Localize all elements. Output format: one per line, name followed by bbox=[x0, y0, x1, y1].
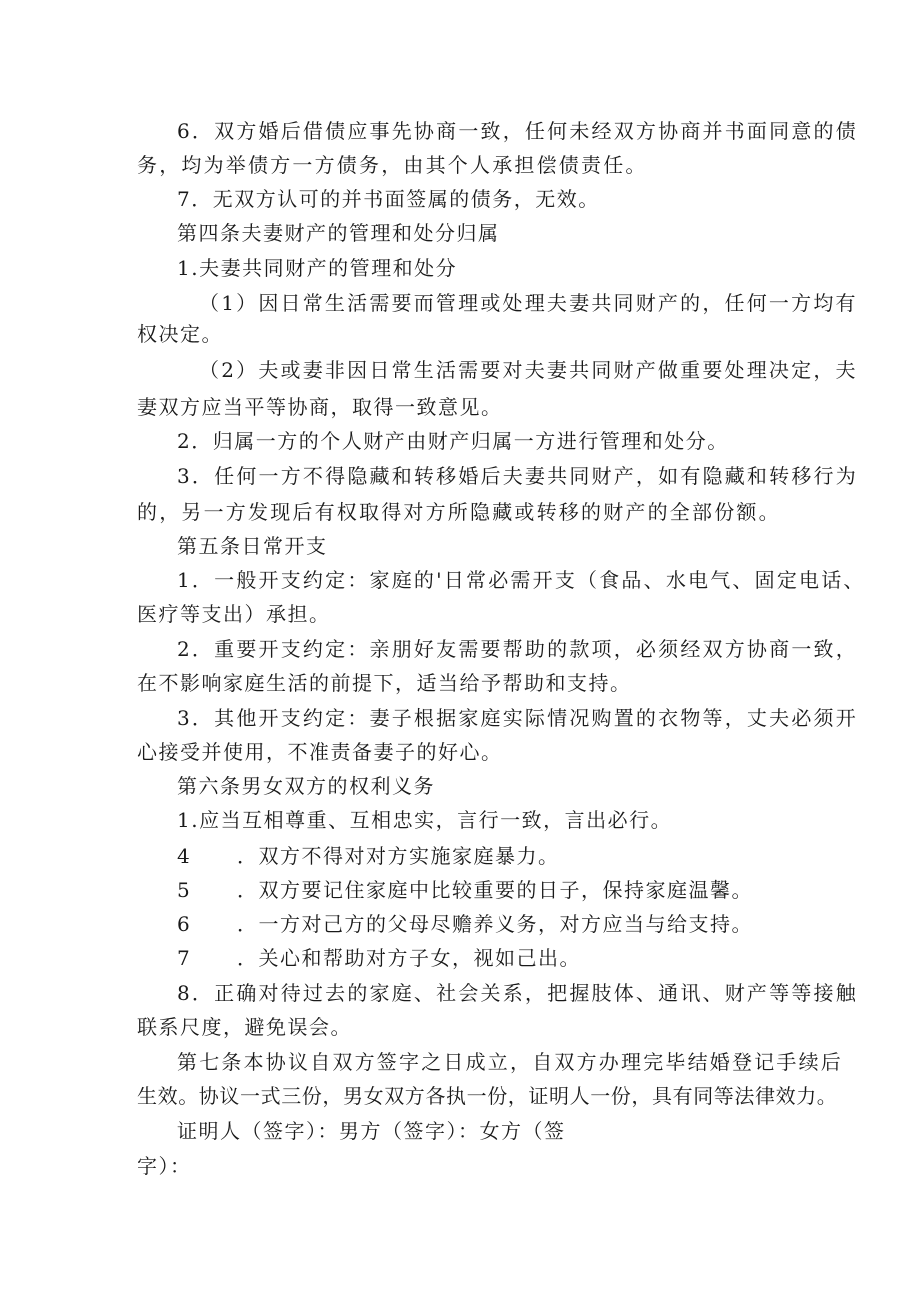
rights-item-8-line2: 联系尺度，避免误会。 bbox=[137, 1015, 352, 1039]
section-heading-article-5: 第五条日常开支 bbox=[177, 534, 328, 558]
section-heading-article-4: 第四条夫妻财产的管理和处分归属 bbox=[177, 221, 500, 245]
rights-item-5 bbox=[177, 876, 753, 904]
rights-item-6 bbox=[177, 910, 753, 938]
clause-1-line2: 权决定。 bbox=[137, 322, 223, 346]
expense-general-line2: 医疗等支出）承担。 bbox=[137, 602, 331, 626]
paragraph-debt-6-line1: 6．双方婚后借债应事先协商一致，任何未经双方协商并书面同意的债 bbox=[177, 119, 858, 143]
article-7-line2: 生效。协议一式三份，男女双方各执一份，证明人一份，具有同等法律效力。 bbox=[137, 1084, 838, 1108]
clause-2-line1: （2）夫或妻非因日常生活需要对夫妻共同财产做重要处理决定，夫 bbox=[199, 358, 858, 382]
expense-other-line2: 心接受并使用，不准责备妻子的好心。 bbox=[137, 740, 503, 764]
rights-item-7-number: 7 bbox=[177, 946, 192, 970]
paragraph-debt-7: 7．无双方认可的并书面签属的债务，无效。 bbox=[177, 187, 600, 211]
rights-item-7 bbox=[177, 944, 581, 972]
clause-2-line2: 妻双方应当平等协商，取得一致意见。 bbox=[137, 395, 503, 419]
expense-other-line1: 3．其他开支约定：妻子根据家庭实际情况购置的衣物等，丈夫必须开 bbox=[177, 706, 858, 730]
clause-1-line1: （1）因日常生活需要而管理或处理夫妻共同财产的，任何一方均有 bbox=[199, 291, 858, 315]
article-7-line1: 第七条本协议自双方签字之日成立，自双方办理完毕结婚登记手续后 bbox=[177, 1050, 843, 1074]
rights-item-1: 1.应当互相尊重、互相忠实，言行一致，言出必行。 bbox=[177, 808, 673, 832]
paragraph-debt-6-line2: 务，均为举债方一方债务，由其个人承担偿债责任。 bbox=[137, 153, 648, 177]
rights-item-5-text: ．双方要记住家庭中比较重要的日子，保持家庭温馨。 bbox=[237, 878, 753, 902]
rights-item-6-number: 6 bbox=[177, 912, 192, 936]
paragraph-hidden-property-line2: 的，另一方发现后有权取得对方所隐藏或转移的财产的全部份额。 bbox=[137, 500, 781, 524]
rights-item-5-number: 5 bbox=[177, 878, 192, 902]
rights-item-6-text: ．一方对己方的父母尽赡养义务，对方应当与给支持。 bbox=[237, 912, 753, 936]
signature-line: 证明人（签字）：男方（签字）：女方（签 bbox=[177, 1119, 566, 1143]
rights-item-4-text: ．双方不得对对方实施家庭暴力。 bbox=[237, 844, 560, 868]
rights-item-7-text: ．关心和帮助对方子女，视如己出。 bbox=[237, 946, 581, 970]
section-heading-article-6: 第六条男女双方的权利义务 bbox=[177, 774, 435, 798]
rights-item-8-line1: 8．正确对待过去的家庭、社会关系，把握肢体、通讯、财产等等接触 bbox=[177, 981, 858, 1005]
subsection-joint-property: 1.夫妻共同财产的管理和处分 bbox=[177, 256, 458, 280]
expense-important-line2: 在不影响家庭生活的前提下，适当给予帮助和支持。 bbox=[137, 671, 632, 695]
expense-important-line1: 2．重要开支约定：亲朋好友需要帮助的款项，必须经双方协商一致， bbox=[177, 637, 858, 661]
expense-general-line1: 1．一般开支约定：家庭的'日常必需开支（食品、水电气、固定电话、 bbox=[177, 568, 866, 592]
paragraph-personal-property: 2．归属一方的个人财产由财产归属一方进行管理和处分。 bbox=[177, 429, 729, 453]
rights-item-4 bbox=[177, 842, 560, 870]
paragraph-hidden-property-line1: 3．任何一方不得隐藏和转移婚后夫妻共同财产，如有隐藏和转移行为 bbox=[177, 464, 858, 488]
signature-line-continued: 字）： bbox=[137, 1154, 192, 1178]
rights-item-4-number: 4 bbox=[177, 844, 192, 868]
